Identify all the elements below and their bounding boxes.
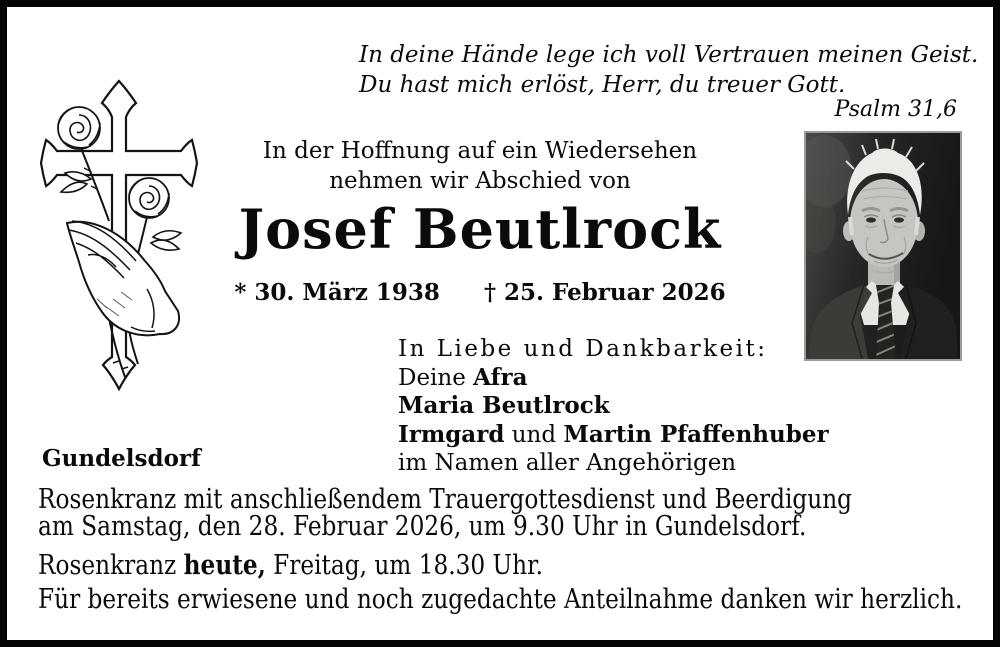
deceased-name: Josef Beutlrock (238, 197, 722, 261)
life-dates (110, 279, 850, 306)
quote-line-2: Du hast mich erlöst, Herr, du treuer Gott. (359, 72, 846, 98)
farewell-intro (160, 136, 800, 196)
mourner-name-irmgard: Irmgard (398, 420, 505, 448)
funeral-announcement-line-1: Rosenkranz mit anschließendem Trauergottesdienst und Beerdigung (38, 484, 853, 515)
portrait-photo (804, 131, 962, 361)
rosary-prefix: Rosenkranz (38, 550, 184, 581)
mourner-line-2 (398, 392, 829, 421)
mourner-line-4: im Namen aller Angehörigen (398, 450, 737, 476)
mourner-line-3-connector: und (504, 421, 564, 448)
quote-line-1: In deine Hände lege ich voll Vertrauen meinen Geist. (359, 42, 979, 68)
rosary-announcement (38, 551, 543, 581)
birth-date: * 30. März 1938 (234, 279, 440, 306)
mourners-heading: In Liebe und Dankbarkeit: (398, 336, 768, 362)
funeral-announcement-line-2: am Samstag, den 28. Februar 2026, um 9.30 Uhr in Gundelsdorf. (38, 511, 807, 542)
mourner-name-martin: Martin Pfaffenhuber (563, 420, 829, 448)
intro-line-1: In der Hoffnung auf ein Wiedersehen (262, 138, 698, 164)
mourners-block (398, 335, 829, 478)
rose-icon (58, 107, 100, 149)
death-date: † 25. Februar 2026 (483, 279, 726, 306)
mourner-name-maria: Maria Beutlrock (398, 392, 610, 419)
intro-line-2: nehmen wir Abschied von (329, 168, 631, 194)
place-name: Gundelsdorf (42, 445, 201, 472)
mourner-line-1 (398, 364, 829, 393)
mourner-line-3 (398, 421, 829, 450)
thanks-line: Für bereits erwiesene und noch zugedachte Anteilnahme danken wir herzlich. (38, 584, 963, 615)
rosary-today-emphasis: heute, (183, 550, 266, 581)
psalm-attribution: Psalm 31,6 (834, 97, 957, 122)
scripture-quote (359, 40, 978, 100)
mourner-name-afra: Afra (473, 363, 528, 391)
mourner-line-1-prefix: Deine (398, 364, 474, 391)
rosary-suffix: Freitag, um 18.30 Uhr. (265, 550, 544, 581)
